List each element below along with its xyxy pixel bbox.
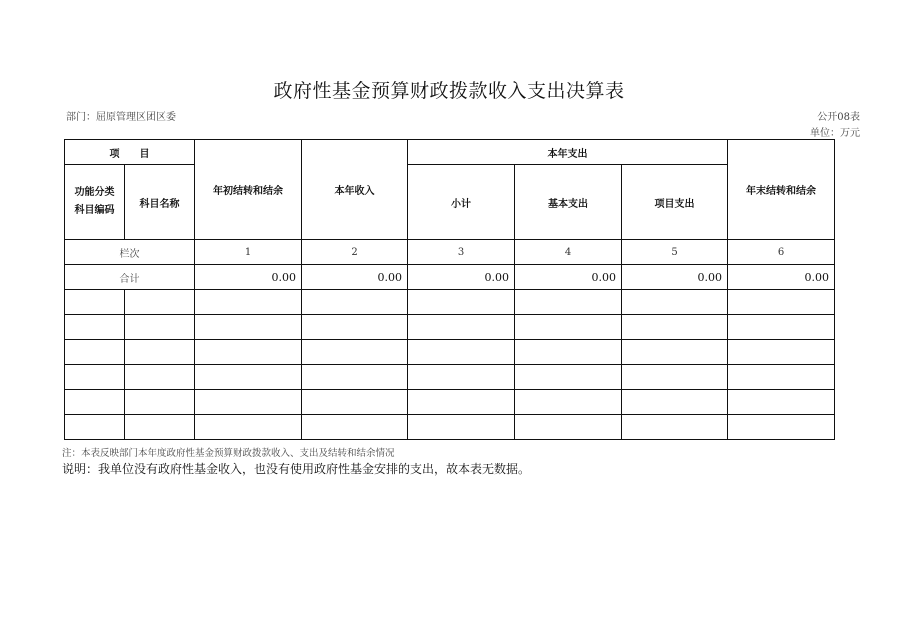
index-cell: 3 xyxy=(408,240,515,265)
table-cell xyxy=(65,365,125,390)
table-cell xyxy=(195,415,302,440)
table-cell xyxy=(302,340,408,365)
table-cell xyxy=(515,415,622,440)
table-cell xyxy=(408,290,515,315)
index-cell: 1 xyxy=(195,240,302,265)
index-label: 栏次 xyxy=(65,240,195,265)
total-value: 0.00 xyxy=(195,265,302,290)
table-cell xyxy=(125,390,195,415)
table-cell xyxy=(515,315,622,340)
total-value: 0.00 xyxy=(302,265,408,290)
table-row xyxy=(65,390,835,415)
table-cell xyxy=(125,340,195,365)
table-cell xyxy=(728,315,835,340)
table-cell xyxy=(302,415,408,440)
table-cell xyxy=(302,365,408,390)
table-cell xyxy=(125,290,195,315)
table-note: 注：本表反映部门本年度政府性基金预算财政拨款收入、支出及结转和结余情况 xyxy=(62,448,395,459)
table-cell xyxy=(728,365,835,390)
header-income: 本年收入 xyxy=(302,140,408,240)
table-cell xyxy=(65,340,125,365)
total-value: 0.00 xyxy=(515,265,622,290)
table-cell xyxy=(65,415,125,440)
table-cell xyxy=(65,315,125,340)
table-cell xyxy=(302,315,408,340)
table-cell xyxy=(125,365,195,390)
index-cell: 6 xyxy=(728,240,835,265)
table-cell xyxy=(195,315,302,340)
table-cell xyxy=(622,340,728,365)
table-cell xyxy=(195,390,302,415)
index-cell: 4 xyxy=(515,240,622,265)
table-code: 公开08表 xyxy=(817,112,860,123)
table-cell xyxy=(65,290,125,315)
table-cell xyxy=(622,390,728,415)
table-row xyxy=(65,290,835,315)
unit-label: 单位：万元 xyxy=(810,128,860,139)
table-cell xyxy=(408,315,515,340)
total-label: 合计 xyxy=(65,265,195,290)
budget-table xyxy=(64,139,835,440)
table-cell xyxy=(408,390,515,415)
table-cell xyxy=(728,415,835,440)
header-end-balance: 年末结转和结余 xyxy=(728,140,835,240)
table-cell xyxy=(515,365,622,390)
header-project: 项目支出 xyxy=(622,165,728,240)
table-cell xyxy=(195,340,302,365)
table-cell xyxy=(622,365,728,390)
table-cell xyxy=(515,340,622,365)
table-cell xyxy=(408,415,515,440)
table-cell xyxy=(622,315,728,340)
page-title: 政府性基金预算财政拨款收入支出决算表 xyxy=(273,80,625,102)
table-row xyxy=(65,315,835,340)
header-item: 项 目 xyxy=(65,140,195,165)
index-cell: 5 xyxy=(622,240,728,265)
table-cell xyxy=(302,290,408,315)
table-cell xyxy=(622,290,728,315)
table-cell xyxy=(65,390,125,415)
table-cell xyxy=(302,390,408,415)
table-cell xyxy=(728,290,835,315)
header-subject-name: 科目名称 xyxy=(125,165,195,240)
table-row xyxy=(65,415,835,440)
empty-rows xyxy=(65,290,835,440)
table-cell xyxy=(408,365,515,390)
header-basic: 基本支出 xyxy=(515,165,622,240)
table-cell xyxy=(622,415,728,440)
total-row xyxy=(65,265,835,290)
total-value: 0.00 xyxy=(408,265,515,290)
table-row xyxy=(65,340,835,365)
table-cell xyxy=(515,290,622,315)
index-row xyxy=(65,240,835,265)
index-cell: 2 xyxy=(302,240,408,265)
table-cell xyxy=(125,315,195,340)
table-cell xyxy=(515,390,622,415)
table-cell xyxy=(195,290,302,315)
header-func-code: 功能分类 科目编码 xyxy=(65,165,125,240)
header-expense: 本年支出 xyxy=(408,140,728,165)
table-cell xyxy=(195,365,302,390)
explanation: 说明：我单位没有政府性基金收入，也没有使用政府性基金安排的支出，故本表无数据。 xyxy=(62,462,531,476)
header-subtotal: 小计 xyxy=(408,165,515,240)
header-begin-balance: 年初结转和结余 xyxy=(195,140,302,240)
table-row xyxy=(65,365,835,390)
table-cell xyxy=(728,390,835,415)
table-cell xyxy=(408,340,515,365)
table-cell xyxy=(125,415,195,440)
department-label: 部门：屈原管理区团区委 xyxy=(66,112,176,123)
total-value: 0.00 xyxy=(728,265,835,290)
total-value: 0.00 xyxy=(622,265,728,290)
table-cell xyxy=(728,340,835,365)
